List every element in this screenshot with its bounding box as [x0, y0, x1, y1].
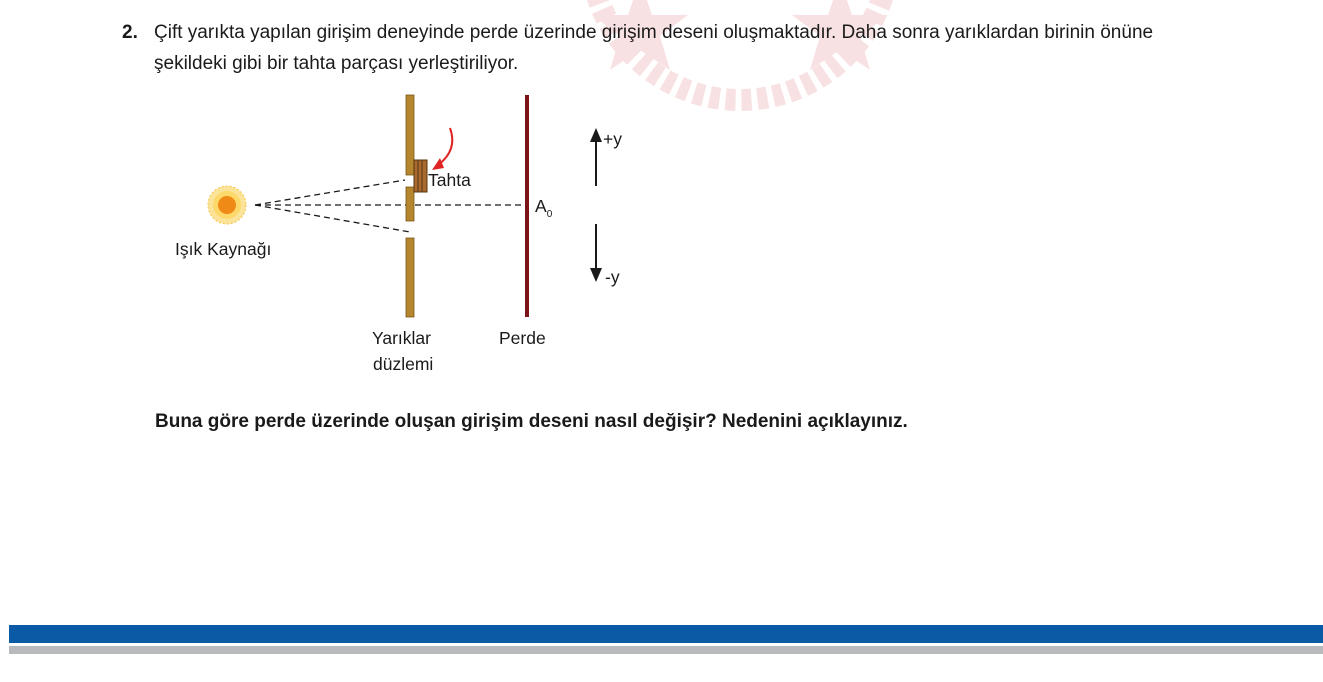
- plus-y-label: +y: [603, 129, 622, 149]
- question-text: Çift yarıkta yapılan girişim deneyinde perde üzerinde girişim deseni oluşmaktadır. Daha sonra yarıklardan birinin önüne şekildeki gibi bir tahta parçası yerleştiriliyor.: [154, 22, 1154, 74]
- slits-label-line2: düzlemi: [373, 354, 434, 374]
- slit-barrier: [406, 95, 414, 317]
- source-label: Işık Kaynağı: [175, 239, 272, 259]
- screen-point-letter: A: [535, 196, 547, 216]
- plus-y-arrow-icon: [590, 128, 602, 186]
- light-rays: [255, 180, 527, 232]
- footer-blue-bar: [9, 625, 1323, 643]
- screen-bar: [525, 95, 529, 317]
- question-prompt: Buna göre perde üzerinde oluşan girişim deseni nasıl değişir? Nedenini açıklayınız.: [155, 411, 908, 432]
- screen-point-label: [535, 196, 553, 220]
- slits-label-line1: Yarıklar: [372, 328, 431, 348]
- screen-point-subscript: 0: [546, 209, 553, 220]
- wood-piece: [414, 160, 427, 192]
- minus-y-arrow-icon: [590, 224, 602, 282]
- screen-label: Perde: [499, 328, 546, 348]
- question-number: 2.: [122, 22, 138, 43]
- wood-label: Tahta: [428, 170, 471, 190]
- sun-icon: [208, 186, 246, 224]
- footer-gray-bar: [9, 646, 1323, 654]
- insert-arrow-icon: [432, 128, 452, 170]
- minus-y-label: -y: [605, 267, 620, 287]
